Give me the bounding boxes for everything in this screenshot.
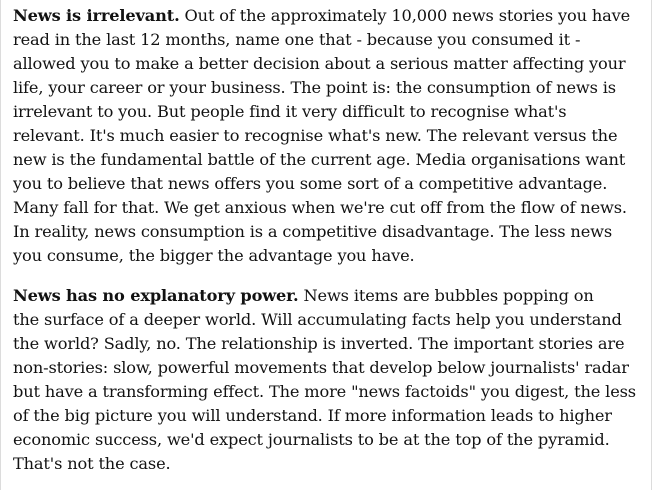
paragraph-line: That's not the case. bbox=[13, 454, 171, 473]
paragraph-text: Out of the approximately 10,000 news stories you have bbox=[179, 6, 631, 25]
paragraph-line: In reality, news consumption is a competitive disadvantage. The less news bbox=[13, 222, 612, 241]
paragraph-line: read in the last 12 months, name one that - because you consumed it - bbox=[13, 30, 581, 49]
paragraph-lead: News has no explanatory power. bbox=[13, 286, 299, 305]
paragraph-text: News items are bubbles popping on bbox=[298, 286, 594, 305]
paragraph-line: new is the fundamental battle of the current age. Media organisations want bbox=[13, 150, 626, 169]
paragraph-no-explanatory-power bbox=[13, 284, 645, 476]
paragraph-line: you to believe that news offers you some sort of a competitive advantage. bbox=[13, 174, 608, 193]
paragraph-line: non-stories: slow, powerful movements that develop below journalists' radar bbox=[13, 358, 629, 377]
paragraph-line: irrelevant to you. But people find it very difficult to recognise what's bbox=[13, 102, 567, 121]
paragraph-line: the world? Sadly, no. The relationship is inverted. The important stories are bbox=[13, 334, 625, 353]
paragraph-news-is-irrelevant bbox=[13, 4, 645, 268]
paragraph-line: you consume, the bigger the advantage you have. bbox=[13, 246, 415, 265]
paragraph-lead: News is irrelevant. bbox=[13, 6, 180, 25]
paragraph-line: relevant. It's much easier to recognise what's new. The relevant versus the bbox=[13, 126, 618, 145]
paragraph-line: of the big picture you will understand. If more information leads to higher bbox=[13, 406, 612, 425]
paragraph-line: Many fall for that. We get anxious when we're cut off from the flow of news. bbox=[13, 198, 627, 217]
paragraph-line: life, your career or your business. The point is: the consumption of news is bbox=[13, 78, 616, 97]
paragraph-line: but have a transforming effect. The more "news factoids" you digest, the less bbox=[13, 382, 636, 401]
paragraph-line: allowed you to make a better decision about a serious matter affecting your bbox=[13, 54, 626, 73]
paragraph-line bbox=[13, 4, 645, 28]
paragraph-line: the surface of a deeper world. Will accumulating facts help you understand bbox=[13, 310, 622, 329]
paragraph-line: economic success, we'd expect journalists to be at the top of the pyramid. bbox=[13, 430, 610, 449]
paragraph-line bbox=[13, 284, 645, 308]
